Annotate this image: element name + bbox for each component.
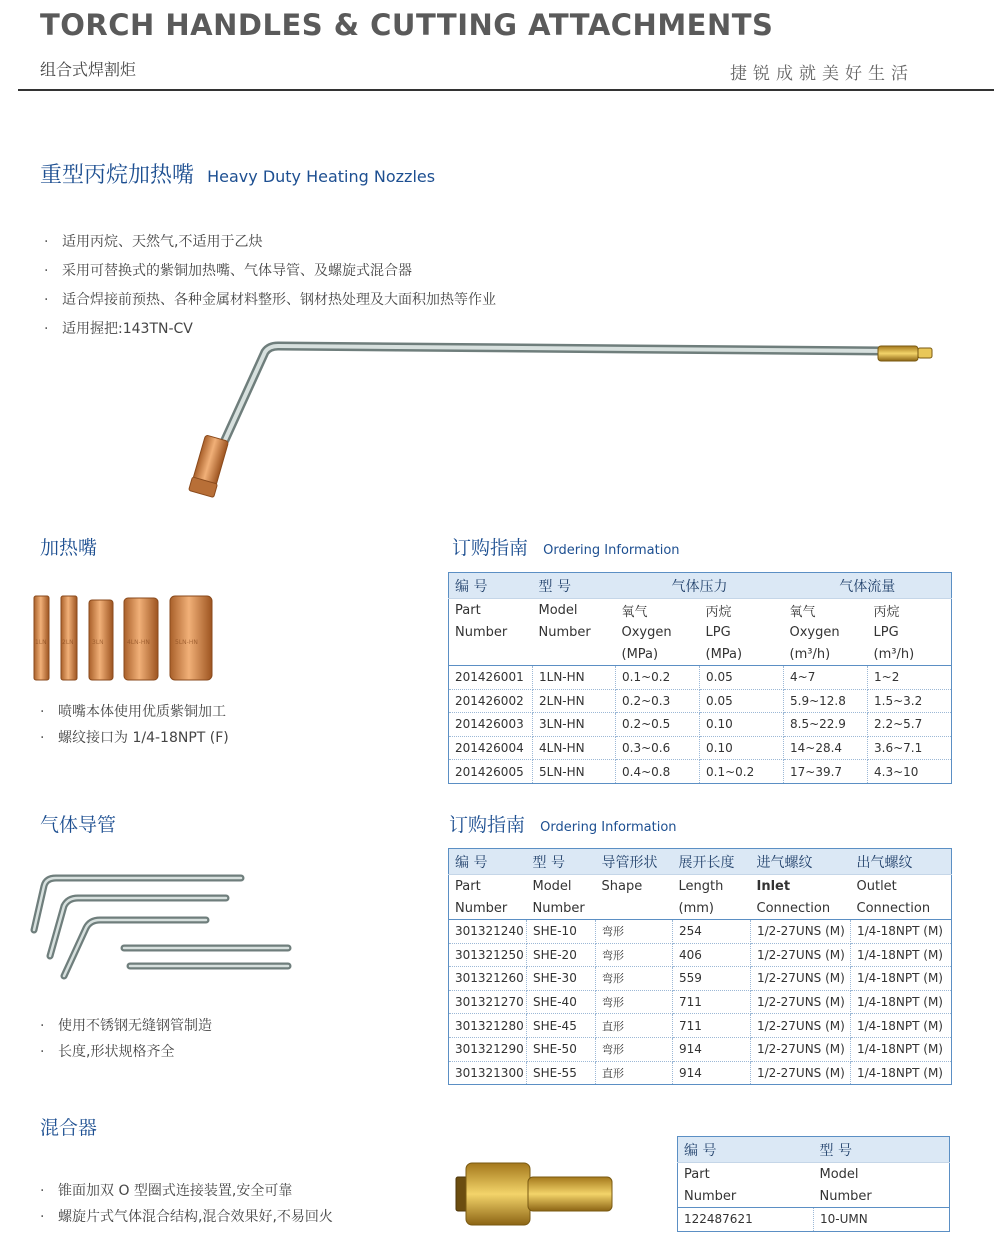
- copper-nozzles-image: [30, 592, 230, 682]
- table-cell: 301321260: [449, 967, 527, 991]
- nozzle-label: 5LN-HN: [175, 639, 198, 646]
- table-cell: (m³/h): [868, 643, 952, 666]
- table-cell: 1/2-27UNS (M): [751, 943, 851, 967]
- main-title-cn: 重型丙烷加热嘴: [40, 163, 195, 188]
- table-cell: 711: [673, 1014, 751, 1038]
- table-cell: [533, 643, 616, 666]
- table-cell: 0.3~0.6: [616, 736, 700, 760]
- table-cell: 直形: [596, 1061, 673, 1085]
- table-cell: 弯形: [596, 967, 673, 991]
- table-cell: Oxygen: [621, 624, 672, 640]
- list-item: · 螺旋片式气体混合结构,混合效果好,不易回火: [40, 1204, 333, 1230]
- table-cell: 0.05: [700, 689, 784, 713]
- page-header-title: TORCH HANDLES & CUTTING ATTACHMENTS: [40, 8, 774, 42]
- table-cell: 4~7: [784, 666, 868, 690]
- table-cell: 4.3~10: [874, 764, 919, 779]
- table-cell: 4LN-HN: [533, 736, 616, 760]
- table-cell: 氧气: [621, 604, 648, 620]
- nozzle-label: 4LN-HN: [127, 639, 150, 646]
- table-cell: 直形: [596, 1014, 673, 1038]
- table-cell: SHE-10: [527, 920, 596, 944]
- list-item: · 长度,形状规格齐全: [40, 1039, 212, 1065]
- table-cell: 1/2-27UNS (M): [751, 1014, 851, 1038]
- main-feature-list: [44, 228, 496, 344]
- table-cell: 弯形: [596, 943, 673, 967]
- table-cell: 1/4-18NPT (M): [851, 920, 952, 944]
- table-header-row: [449, 621, 952, 643]
- table-cell: Part: [684, 1166, 710, 1182]
- nozzle-ordering-table: [448, 572, 952, 784]
- table-cell: 型 号: [814, 1137, 950, 1163]
- table-row: [449, 666, 952, 690]
- nozzle-label: 1LN: [35, 639, 47, 646]
- table-cell: Connection: [851, 897, 952, 920]
- table-row: [449, 1061, 952, 1085]
- table-cell: 1/2-27UNS (M): [751, 1061, 851, 1085]
- table-cell: 301321250: [449, 943, 527, 967]
- table-cell: 1/2-27UNS (M): [751, 1037, 851, 1061]
- table-cell: Number: [449, 897, 527, 920]
- table-cell: 301321240: [449, 920, 527, 944]
- list-item: · 采用可替换式的紫铜加热嘴、气体导管、及螺旋式混合器: [44, 257, 496, 286]
- table-cell: 914: [673, 1037, 751, 1061]
- table-cell: 1/4-18NPT (M): [851, 967, 952, 991]
- table-cell: 0.10: [700, 736, 784, 760]
- table-cell: SHE-20: [527, 943, 596, 967]
- table-cell: 弯形: [596, 990, 673, 1014]
- table-row: [449, 1014, 952, 1038]
- table-cell: LPG: [873, 624, 899, 640]
- table-cell: 201426001: [449, 666, 533, 690]
- table-cell: Number: [455, 624, 508, 640]
- table-cell: LPG: [705, 624, 731, 640]
- tube-feature-list: [40, 1013, 212, 1065]
- table-cell: SHE-40: [527, 990, 596, 1014]
- table-cell: Model: [538, 602, 578, 618]
- table-cell: 气体压力: [616, 573, 784, 599]
- nozzle-ordering-title: 订购指南 Ordering Information: [452, 537, 680, 559]
- gas-tubes-image: [26, 868, 306, 986]
- table-cell: 1/4-18NPT (M): [851, 990, 952, 1014]
- tube-ordering-table: [448, 848, 952, 1085]
- table-cell: 1/4-18NPT (M): [851, 943, 952, 967]
- table-row: [449, 920, 952, 944]
- table-cell: 2.2~5.7: [868, 713, 952, 737]
- table-cell: Outlet: [856, 878, 897, 894]
- table-cell: SHE-45: [527, 1014, 596, 1038]
- table-cell: 1LN-HN: [533, 666, 616, 690]
- mixer-image: [452, 1153, 618, 1235]
- page-header-subtitle: 组合式焊割炬: [40, 60, 137, 79]
- table-cell: 1.5~3.2: [868, 689, 952, 713]
- table-cell: SHE-50: [527, 1037, 596, 1061]
- table-cell: Number: [538, 624, 591, 640]
- table-header-row: [449, 599, 952, 622]
- main-title-en: Heavy Duty Heating Nozzles: [207, 167, 436, 186]
- table-cell: 914: [673, 1061, 751, 1085]
- table-cell: Length: [678, 878, 724, 894]
- table-cell: 进气螺纹: [751, 849, 851, 875]
- table-header-row: [678, 1137, 950, 1163]
- table-cell: 201426002: [449, 689, 533, 713]
- table-cell: 氧气: [789, 604, 816, 620]
- tube-section-title: 气体导管: [40, 814, 117, 836]
- table-cell: 1~2: [868, 666, 952, 690]
- nozzle-label: 2LN: [62, 639, 74, 646]
- table-cell: Shape: [601, 878, 643, 894]
- table-cell: 1/4-18NPT (M): [851, 1037, 952, 1061]
- table-cell: 559: [673, 967, 751, 991]
- table-cell: (mm): [673, 897, 751, 920]
- table-cell: 0.4~0.8: [616, 760, 700, 784]
- table-cell: 201426004: [449, 736, 533, 760]
- table-cell: 1/4-18NPT (M): [857, 1065, 943, 1080]
- table-row: [449, 967, 952, 991]
- table-cell: Number: [814, 1185, 950, 1208]
- table-cell: [449, 643, 533, 666]
- table-cell: 1/2-27UNS (M): [751, 990, 851, 1014]
- table-header-row: [449, 897, 952, 920]
- table-cell: Oxygen: [789, 624, 840, 640]
- table-row: [678, 1208, 950, 1232]
- table-cell: 0.2~0.5: [616, 713, 700, 737]
- table-cell: 0.05: [700, 666, 784, 690]
- table-cell: 1/4-18NPT (M): [851, 1014, 952, 1038]
- table-row: [449, 713, 952, 737]
- nozzle-label: 3LN: [92, 639, 104, 646]
- table-cell: 3.6~7.1: [868, 736, 952, 760]
- table-header-row: [449, 875, 952, 898]
- table-cell: 17~39.7: [784, 760, 868, 784]
- mixer-feature-list: [40, 1178, 333, 1230]
- table-cell: 气体流量: [784, 573, 952, 599]
- table-cell: 型 号: [533, 573, 616, 599]
- table-cell: 122487621: [678, 1208, 814, 1232]
- table-cell: (MPa): [616, 643, 700, 666]
- list-item: · 锥面加双 O 型圈式连接装置,安全可靠: [40, 1178, 333, 1204]
- tube-ordering-title: 订购指南 Ordering Information: [449, 814, 677, 836]
- table-cell: Model: [532, 878, 572, 894]
- list-item: · 使用不锈钢无缝钢管制造: [40, 1013, 212, 1039]
- table-cell: 展开长度: [673, 849, 751, 875]
- table-cell: (MPa): [700, 643, 784, 666]
- table-cell: 3LN-HN: [533, 713, 616, 737]
- table-cell: 0.2~0.3: [616, 689, 700, 713]
- table-cell: 711: [673, 990, 751, 1014]
- header-divider: [18, 89, 994, 91]
- table-cell: 201426005: [449, 760, 533, 784]
- company-slogan: 捷锐成就美好生活: [730, 64, 914, 84]
- table-header-row: [449, 643, 952, 666]
- table-cell: 5.9~12.8: [784, 689, 868, 713]
- main-section-title: [40, 158, 435, 189]
- table-cell: Number: [527, 897, 596, 920]
- table-header-row: [449, 849, 952, 875]
- heating-nozzle-assembly-image: [170, 330, 950, 510]
- table-cell: 254: [673, 920, 751, 944]
- table-cell: 301321280: [449, 1014, 527, 1038]
- list-item: · 适用握把:143TN-CV: [44, 315, 496, 344]
- table-cell: 编 号: [678, 1137, 814, 1163]
- list-item: · 适用丙烷、天然气,不适用于乙炔: [44, 228, 496, 257]
- table-cell: [596, 897, 673, 920]
- table-cell: 0.1~0.2: [700, 760, 784, 784]
- mixer-section-title: 混合器: [40, 1117, 98, 1139]
- table-cell: 编 号: [449, 573, 533, 599]
- table-cell: Model: [819, 1166, 859, 1182]
- table-cell: 8.5~22.9: [784, 713, 868, 737]
- table-cell: 2LN-HN: [533, 689, 616, 713]
- table-cell: Part: [455, 602, 481, 618]
- table-cell: 编 号: [449, 849, 527, 875]
- table-cell: 201426003: [449, 713, 533, 737]
- table-cell: SHE-55: [527, 1061, 596, 1085]
- table-header-row: [678, 1163, 950, 1186]
- table-cell: 型 号: [527, 849, 596, 875]
- nozzle-feature-list: [40, 699, 229, 751]
- table-cell: 301321290: [449, 1037, 527, 1061]
- table-cell: 弯形: [596, 1037, 673, 1061]
- list-item: · 螺纹接口为 1/4-18NPT (F): [40, 725, 229, 751]
- table-cell: (m³/h): [784, 643, 868, 666]
- table-cell: 1/2-27UNS (M): [751, 967, 851, 991]
- table-header-row: [449, 573, 952, 599]
- nozzle-section-title: 加热嘴: [40, 537, 98, 559]
- table-cell: 1/2-27UNS (M): [751, 920, 851, 944]
- table-cell: 406: [673, 943, 751, 967]
- table-cell: 0.10: [700, 713, 784, 737]
- list-item: · 适合焊接前预热、各种金属材料整形、钢材热处理及大面积加热等作业: [44, 286, 496, 315]
- table-cell: Number: [678, 1185, 814, 1208]
- table-cell: Part: [455, 878, 481, 894]
- table-row: [449, 1037, 952, 1061]
- table-row: [449, 736, 952, 760]
- table-cell: Inlet: [756, 878, 791, 894]
- table-cell: 14~28.4: [784, 736, 868, 760]
- table-row: [449, 943, 952, 967]
- table-cell: 10-UMN: [820, 1212, 868, 1227]
- table-cell: 导管形状: [596, 849, 673, 875]
- table-row: [449, 760, 952, 784]
- table-cell: 0.1~0.2: [616, 666, 700, 690]
- mixer-ordering-table: [677, 1136, 950, 1232]
- table-cell: 丙烷: [873, 604, 900, 620]
- table-cell: 301321270: [449, 990, 527, 1014]
- table-cell: 弯形: [596, 920, 673, 944]
- table-row: [449, 990, 952, 1014]
- table-cell: 301321300: [449, 1061, 527, 1085]
- table-header-row: [678, 1185, 950, 1208]
- list-item: · 喷嘴本体使用优质紫铜加工: [40, 699, 229, 725]
- table-cell: 丙烷: [705, 604, 732, 620]
- table-cell: Connection: [751, 897, 851, 920]
- table-cell: 出气螺纹: [851, 849, 952, 875]
- table-cell: 5LN-HN: [533, 760, 616, 784]
- table-row: [449, 689, 952, 713]
- table-cell: SHE-30: [527, 967, 596, 991]
